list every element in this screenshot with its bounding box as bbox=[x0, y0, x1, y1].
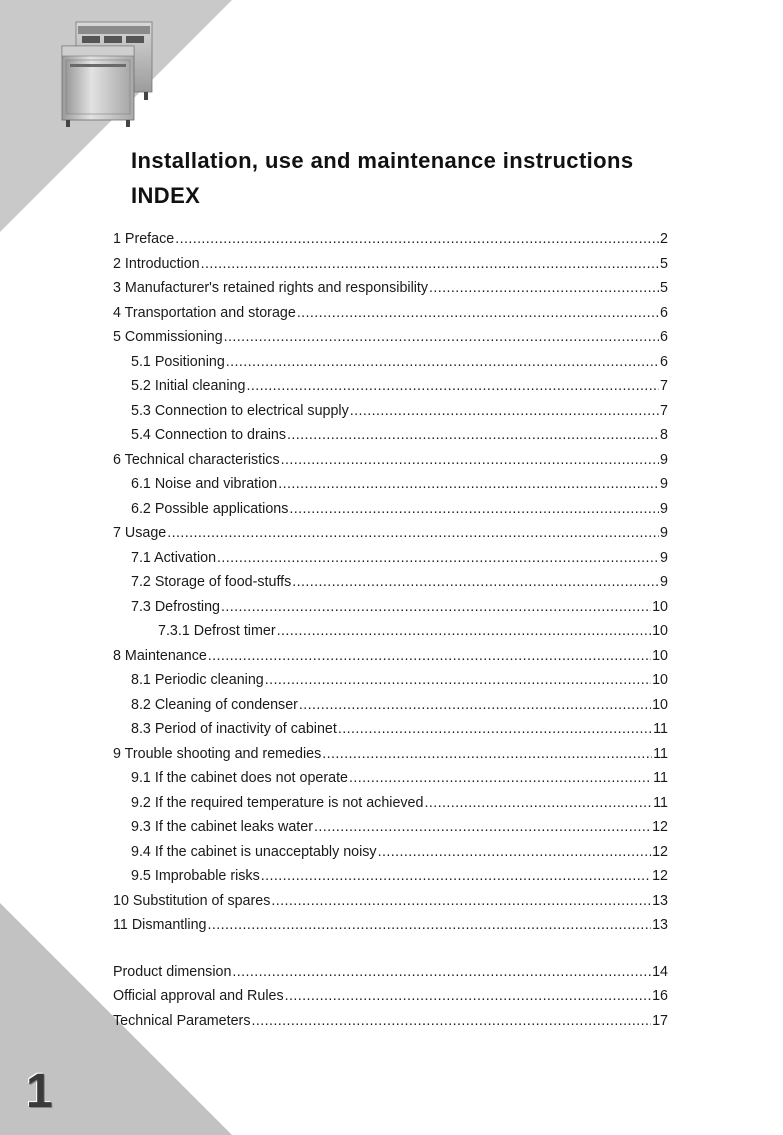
toc-leader-dots bbox=[208, 648, 651, 664]
toc-entry-page: 13 bbox=[652, 892, 668, 909]
toc-leader-dots bbox=[292, 574, 659, 590]
toc-entry-label: 5 Commissioning bbox=[113, 329, 223, 345]
toc-entry-label: 4 Transportation and storage bbox=[113, 304, 296, 321]
toc-leader-dots bbox=[278, 476, 659, 492]
toc-entry-page: 5 bbox=[660, 255, 668, 272]
toc-entry-label: 1 Preface bbox=[113, 231, 175, 247]
toc-entry-label: Product dimension bbox=[113, 963, 232, 980]
toc-leader-dots bbox=[271, 893, 651, 909]
toc-leader-dots bbox=[261, 868, 651, 884]
toc-entry bbox=[113, 305, 668, 325]
toc-entry-label: 6.2 Possible applications bbox=[131, 500, 289, 517]
toc-entry-label: 6.1 Noise and vibration bbox=[131, 476, 278, 492]
toc-entry-label: 7.3.1 Defrost timer bbox=[158, 623, 276, 639]
toc-leader-dots bbox=[289, 501, 659, 517]
toc-entry bbox=[113, 988, 668, 1008]
toc-leader-dots bbox=[217, 550, 659, 566]
toc-entry-page: 6 bbox=[660, 329, 668, 345]
toc-entry bbox=[131, 721, 668, 741]
toc-entry bbox=[131, 354, 668, 374]
toc-entry-page: 13 bbox=[652, 917, 668, 933]
toc-entry-label: 10 Substitution of spares bbox=[113, 892, 271, 909]
toc-leader-dots bbox=[246, 378, 659, 394]
toc-entry-label: 5.3 Connection to electrical supply bbox=[131, 402, 349, 419]
toc-entry-label: 9.1 If the cabinet does not operate bbox=[131, 770, 348, 786]
toc-entry bbox=[131, 501, 668, 521]
toc-entry-page: 9 bbox=[660, 549, 668, 566]
toc-entry bbox=[113, 1013, 668, 1033]
toc-leader-dots bbox=[201, 256, 659, 272]
toc-entry bbox=[131, 672, 668, 692]
toc-entry-page: 6 bbox=[660, 353, 668, 370]
toc-entry bbox=[131, 697, 668, 717]
toc-entry-page: 9 bbox=[660, 476, 668, 492]
toc-entry-page: 11 bbox=[653, 745, 668, 762]
refrigerator-cabinet-image bbox=[58, 12, 158, 132]
toc-entry-page: 8 bbox=[660, 427, 668, 443]
toc-entry bbox=[131, 795, 668, 815]
document-title: Installation, use and maintenance instructions bbox=[131, 148, 634, 173]
toc-entry bbox=[113, 231, 668, 251]
toc-entry-label: 5.4 Connection to drains bbox=[131, 427, 286, 443]
toc-entry-page: 10 bbox=[652, 672, 668, 688]
toc-entry-label: Technical Parameters bbox=[113, 1012, 251, 1029]
toc-entry bbox=[131, 574, 668, 594]
toc-leader-dots bbox=[224, 329, 659, 345]
toc-entry-label: Official approval and Rules bbox=[113, 988, 284, 1004]
toc-leader-dots bbox=[299, 697, 651, 713]
toc-leader-dots bbox=[226, 354, 659, 370]
toc-leader-dots bbox=[424, 795, 652, 811]
toc-leader-dots bbox=[429, 280, 659, 296]
toc-entry bbox=[131, 476, 668, 496]
toc-leader-dots bbox=[175, 231, 659, 247]
toc-entry-page: 10 bbox=[652, 696, 668, 713]
toc-entry bbox=[113, 746, 668, 766]
toc-entry-label: 7.1 Activation bbox=[131, 549, 217, 566]
toc-entry-label: 7 Usage bbox=[113, 525, 167, 541]
toc-entry-page: 9 bbox=[660, 500, 668, 517]
toc-entry-label: 9 Trouble shooting and remedies bbox=[113, 745, 322, 762]
toc-entry-page: 12 bbox=[652, 819, 668, 835]
toc-entry-label: 9.4 If the cabinet is unacceptably noisy bbox=[131, 843, 377, 860]
toc-entry-page: 7 bbox=[660, 402, 668, 419]
toc-entry-label: 9.2 If the required temperature is not achieved bbox=[131, 794, 424, 811]
toc-entry-label: 9.3 If the cabinet leaks water bbox=[131, 819, 313, 835]
toc-entry-label: 6 Technical characteristics bbox=[113, 451, 280, 468]
toc-entry-label: 2 Introduction bbox=[113, 255, 200, 272]
toc-entry bbox=[131, 844, 668, 864]
toc-leader-dots bbox=[287, 427, 659, 443]
toc-entry-page: 9 bbox=[660, 525, 668, 541]
toc-entry bbox=[131, 770, 668, 790]
toc-leader-dots bbox=[314, 819, 651, 835]
toc-leader-dots bbox=[297, 305, 659, 321]
toc-entry-page: 9 bbox=[660, 574, 668, 590]
toc-leader-dots bbox=[378, 844, 652, 860]
toc-entry-label: 5.2 Initial cleaning bbox=[131, 378, 246, 394]
toc-entry-page: 16 bbox=[652, 988, 668, 1004]
toc-entry bbox=[113, 893, 668, 913]
toc-entry-page: 11 bbox=[653, 794, 668, 811]
toc-entry-page: 12 bbox=[652, 868, 668, 884]
toc-entry bbox=[113, 964, 668, 984]
toc-entry bbox=[113, 280, 668, 300]
toc-entry-page: 11 bbox=[653, 770, 668, 786]
toc-leader-dots bbox=[208, 917, 652, 933]
toc-entry-page: 5 bbox=[660, 280, 668, 296]
toc-entry-page: 17 bbox=[652, 1012, 668, 1029]
toc-entry-label: 8.1 Periodic cleaning bbox=[131, 672, 264, 688]
toc-leader-dots bbox=[338, 721, 652, 737]
toc-entry bbox=[131, 403, 668, 423]
toc-leader-dots bbox=[322, 746, 652, 762]
toc-entry-label: 8.3 Period of inactivity of cabinet bbox=[131, 721, 337, 737]
toc-leader-dots bbox=[251, 1013, 651, 1029]
toc-entry-label: 8.2 Cleaning of condenser bbox=[131, 696, 298, 713]
toc-entry-page: 2 bbox=[660, 231, 668, 247]
toc-entry-page: 12 bbox=[652, 843, 668, 860]
toc-leader-dots bbox=[349, 770, 652, 786]
toc-entry bbox=[131, 378, 668, 398]
toc-entry-page: 7 bbox=[660, 378, 668, 394]
toc-leader-dots bbox=[281, 452, 659, 468]
toc-entry-label: 9.5 Improbable risks bbox=[131, 868, 260, 884]
toc-entry-page: 11 bbox=[653, 721, 668, 737]
toc-entry-page: 9 bbox=[660, 451, 668, 468]
toc-entry-label: 3 Manufacturer's retained rights and responsibility bbox=[113, 280, 429, 296]
toc-leader-dots bbox=[265, 672, 651, 688]
toc-entry bbox=[113, 329, 668, 349]
toc-entry-page: 14 bbox=[652, 963, 668, 980]
toc-entry bbox=[113, 525, 668, 545]
toc-leader-dots bbox=[232, 964, 651, 980]
toc-entry bbox=[113, 648, 668, 668]
toc-entry bbox=[113, 256, 668, 276]
toc-leader-dots bbox=[221, 599, 651, 615]
toc-entry-label: 8 Maintenance bbox=[113, 647, 207, 664]
toc-entry-label: 7.2 Storage of food-stuffs bbox=[131, 574, 292, 590]
toc-entry-page: 10 bbox=[652, 623, 668, 639]
toc-leader-dots bbox=[285, 988, 651, 1004]
toc-entry-label: 7.3 Defrosting bbox=[131, 598, 221, 615]
toc-entry bbox=[113, 452, 668, 472]
toc-entry bbox=[113, 917, 668, 937]
page-number: 1 bbox=[26, 1065, 53, 1118]
toc-entry-page: 10 bbox=[652, 647, 668, 664]
toc-entry-page: 10 bbox=[652, 598, 668, 615]
toc-leader-dots bbox=[350, 403, 659, 419]
toc-leader-dots bbox=[277, 623, 652, 639]
toc-entry-label: 5.1 Positioning bbox=[131, 353, 225, 370]
toc-entry-page: 6 bbox=[660, 304, 668, 321]
toc-entry bbox=[131, 819, 668, 839]
toc-entry-label: 11 Dismantling bbox=[113, 917, 207, 933]
toc-entry bbox=[158, 623, 668, 643]
index-heading: INDEX bbox=[131, 183, 201, 208]
toc-entry bbox=[131, 599, 668, 619]
toc-entry bbox=[131, 427, 668, 447]
toc-leader-dots bbox=[167, 525, 659, 541]
toc-entry bbox=[131, 550, 668, 570]
toc-entry bbox=[131, 868, 668, 888]
